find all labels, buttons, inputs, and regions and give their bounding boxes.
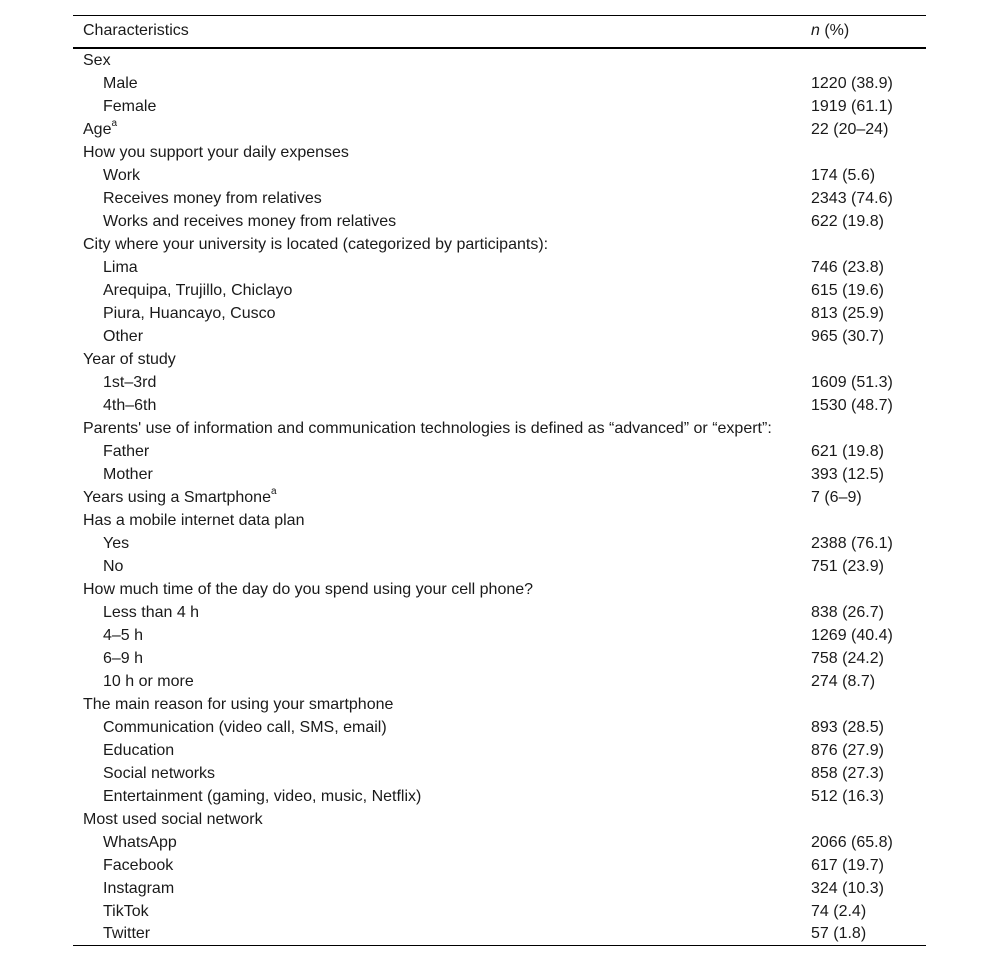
row-label [73, 118, 801, 141]
row-label [73, 72, 801, 95]
row-label-text: Yes [103, 534, 130, 552]
row-label-text: Age [83, 120, 112, 138]
row-label [73, 854, 801, 877]
row-value: 858 (27.3) [811, 764, 884, 782]
table-row-item [73, 877, 926, 900]
row-value: 1530 (48.7) [811, 396, 893, 414]
row-label [73, 923, 801, 946]
footnote-marker: a [270, 486, 277, 498]
table-row-category [73, 578, 926, 601]
row-label-text: Male [103, 74, 138, 92]
row-value [801, 808, 926, 831]
table-row-item [73, 900, 926, 923]
row-label-text: Other [103, 327, 144, 345]
row-label [73, 302, 801, 325]
table-row-category [73, 417, 926, 440]
row-label [73, 509, 801, 532]
row-value [801, 509, 926, 532]
table-row-item [73, 210, 926, 233]
row-label-text: Sex [83, 51, 111, 69]
row-value [801, 578, 926, 601]
row-label-text: Female [103, 97, 157, 115]
row-label-text: Mother [103, 465, 153, 483]
row-value: 838 (26.7) [811, 603, 884, 621]
row-value: 622 (19.8) [811, 212, 884, 230]
footnote-marker: a [111, 118, 118, 130]
table-header [73, 16, 926, 48]
row-value: 7 (6–9) [811, 488, 862, 506]
table-row-category [73, 233, 926, 256]
row-label [73, 371, 801, 394]
header-percent: (%) [819, 22, 850, 40]
row-value [801, 233, 926, 256]
row-label [73, 739, 801, 762]
row-label-text: WhatsApp [103, 833, 177, 851]
table-row-item [73, 394, 926, 417]
row-value: 1919 (61.1) [811, 97, 893, 115]
table-row-item [73, 187, 926, 210]
row-value: 1269 (40.4) [811, 626, 893, 644]
row-label-text: Most used social network [83, 810, 263, 828]
row-label [73, 808, 801, 831]
row-label [73, 48, 801, 72]
row-label-text: 1st–3rd [103, 373, 157, 391]
row-label-text: Less than 4 h [103, 603, 200, 621]
row-label [73, 877, 801, 900]
table-row-category [73, 48, 926, 72]
row-label [73, 164, 801, 187]
row-label-text: Education [103, 741, 175, 759]
table-row-item [73, 256, 926, 279]
row-label-text: No [103, 557, 124, 575]
row-value: 324 (10.3) [811, 879, 884, 897]
table-row-category [73, 693, 926, 716]
row-label [73, 555, 801, 578]
row-label [73, 256, 801, 279]
row-label [73, 348, 801, 371]
row-label-text: 10 h or more [103, 672, 194, 690]
header-characteristics: Characteristics [73, 16, 801, 48]
row-label-text: Piura, Huancayo, Cusco [103, 304, 276, 322]
row-label-text: Works and receives money from relatives [103, 212, 397, 230]
row-value: 965 (30.7) [811, 327, 884, 345]
row-value: 876 (27.9) [811, 741, 884, 759]
row-value: 57 (1.8) [801, 923, 926, 946]
row-label [73, 578, 801, 601]
row-label-text: The main reason for using your smartphone [83, 695, 394, 713]
row-label [73, 187, 801, 210]
table-row-item [73, 716, 926, 739]
table-row-category [73, 486, 926, 509]
row-label [73, 325, 801, 348]
table-row-item [73, 95, 926, 118]
header-row [73, 16, 926, 48]
row-value [801, 348, 926, 371]
row-value: 74 (2.4) [811, 902, 867, 920]
table-row-item [73, 670, 926, 693]
row-label-text: How much time of the day do you spend using your cell phone? [83, 580, 534, 598]
table-row-item [73, 739, 926, 762]
row-value: 393 (12.5) [811, 465, 884, 483]
row-value: 746 (23.8) [811, 258, 884, 276]
table-row-item [73, 831, 926, 854]
row-label [73, 440, 801, 463]
row-label [73, 486, 801, 509]
row-label-text: Facebook [103, 856, 174, 874]
row-label-text: Communication (video call, SMS, email) [103, 718, 387, 736]
row-label [73, 141, 801, 164]
row-value: 1609 (51.3) [811, 373, 893, 391]
row-value: 2066 (65.8) [811, 833, 893, 851]
table-row-item [73, 302, 926, 325]
row-value [801, 141, 926, 164]
row-label-text: Arequipa, Trujillo, Chiclayo [103, 281, 293, 299]
table-row-category [73, 118, 926, 141]
row-label-text: How you support your daily expenses [83, 143, 349, 161]
row-label [73, 95, 801, 118]
row-label [73, 762, 801, 785]
characteristics-table [73, 15, 926, 946]
row-label-text: Work [103, 166, 141, 184]
table-row-category [73, 808, 926, 831]
row-label [73, 624, 801, 647]
table-row-item [73, 371, 926, 394]
row-label-text: Twitter [103, 924, 151, 942]
table-row-item [73, 440, 926, 463]
row-label-text: Parents' use of information and communication technologies is defined as “advanced” or “expert”: [83, 419, 772, 437]
table-row-item [73, 601, 926, 624]
row-label [73, 210, 801, 233]
row-label-text: Years using a Smartphone [83, 488, 271, 506]
table-row-item [73, 624, 926, 647]
row-value: 617 (19.7) [811, 856, 884, 874]
row-label-text: Has a mobile internet data plan [83, 511, 305, 529]
table-row-item [73, 647, 926, 670]
row-value: 274 (8.7) [811, 672, 876, 690]
row-label-text: Father [103, 442, 150, 460]
row-value: 813 (25.9) [811, 304, 884, 322]
characteristics-table-container [73, 15, 926, 946]
row-label [73, 831, 801, 854]
row-value: 615 (19.6) [811, 281, 884, 299]
row-value: 751 (23.9) [811, 557, 884, 575]
row-label-text: 6–9 h [103, 649, 144, 667]
table-row-category [73, 348, 926, 371]
row-value: 174 (5.6) [811, 166, 876, 184]
row-label-text: 4–5 h [103, 626, 144, 644]
header-n: n [811, 22, 820, 40]
table-row-item [73, 762, 926, 785]
row-label-text: Receives money from relatives [103, 189, 322, 207]
row-label-text: Entertainment (gaming, video, music, Netflix) [103, 787, 422, 805]
row-label [73, 417, 801, 440]
row-label [73, 785, 801, 808]
header-n-percent [801, 16, 926, 48]
table-row-item [73, 325, 926, 348]
row-value: 893 (28.5) [811, 718, 884, 736]
row-label [73, 647, 801, 670]
table-row-item [73, 72, 926, 95]
table-row-item [73, 532, 926, 555]
row-label [73, 463, 801, 486]
row-label [73, 900, 801, 923]
table-row-item [73, 279, 926, 302]
row-label [73, 601, 801, 624]
table-row-item [73, 164, 926, 187]
row-label [73, 233, 801, 256]
row-value: 1220 (38.9) [811, 74, 893, 92]
row-label-text: Lima [103, 258, 138, 276]
row-value: 512 (16.3) [811, 787, 884, 805]
table-row-category [73, 141, 926, 164]
row-value: 758 (24.2) [811, 649, 884, 667]
row-label [73, 670, 801, 693]
table-row-item [73, 923, 926, 946]
row-value: 621 (19.8) [811, 442, 884, 460]
row-label-text: Instagram [103, 879, 175, 897]
row-label-text: Social networks [103, 764, 216, 782]
row-value [801, 48, 926, 72]
row-value [801, 693, 926, 716]
row-value [801, 417, 926, 440]
row-value: 2343 (74.6) [811, 189, 893, 207]
row-value: 2388 (76.1) [811, 534, 893, 552]
table-row-item [73, 785, 926, 808]
row-label [73, 279, 801, 302]
row-label [73, 693, 801, 716]
row-label [73, 394, 801, 417]
row-label [73, 716, 801, 739]
row-label-text: Year of study [83, 350, 176, 368]
table-row-item [73, 463, 926, 486]
table-row-item [73, 555, 926, 578]
row-label-text: City where your university is located (categorized by participants): [83, 235, 549, 253]
row-label-text: TikTok [103, 902, 149, 920]
row-label [73, 532, 801, 555]
table-row-item [73, 854, 926, 877]
row-label-text: 4th–6th [103, 396, 157, 414]
table-body [73, 48, 926, 946]
row-value: 22 (20–24) [811, 120, 889, 138]
table-row-category [73, 509, 926, 532]
